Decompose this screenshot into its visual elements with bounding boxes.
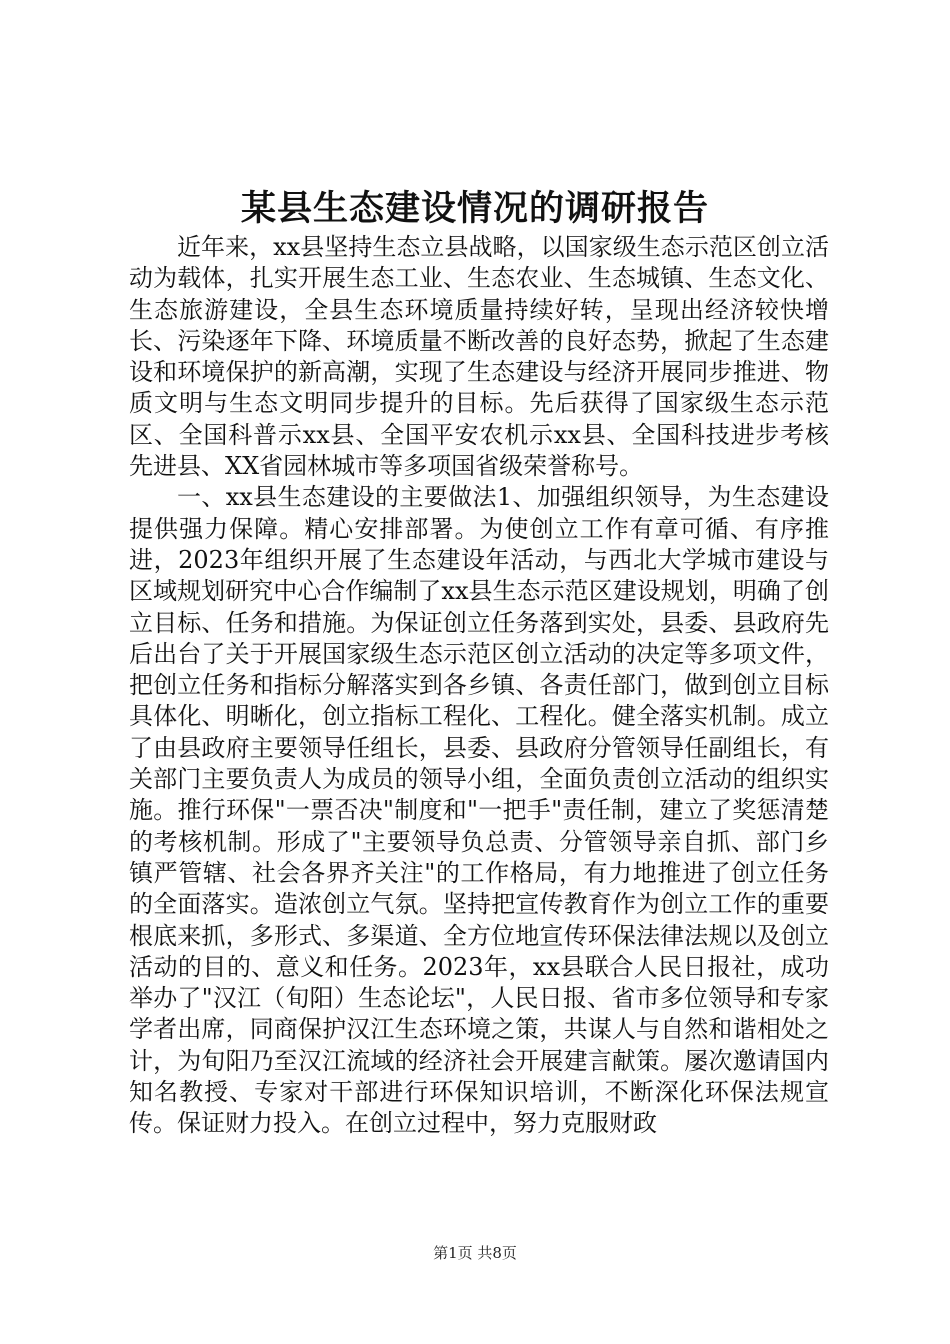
paragraph-intro: 近年来，xx县坚持生态立县战略，以国家级生态示范区创立活动为载体，扎实开展生态工业、生态农业、生态城镇、生态文化、生态旅游建设，全县生态环境质量持续好转，呈现出经济较快增长、污染逐年下降、环境质量不断改善的良好态势，掀起了生态建设和环境保护的新高潮，实现了生态建设与经济开展同步推进、物质文明与生态文明同步提升的目标。先后获得了国家级生态示范区、全国科普示xx县、全国平安农机示xx县、全国科技进步考核先进县、XX省园林城市等多项国省级荣誉称号。 — [129, 233, 829, 481]
document-title: 某县生态建设情况的调研报告 — [240, 188, 709, 229]
page-number-footer: 第1页 共8页 — [433, 1244, 517, 1262]
paragraph-main-practices: 一、xx县生态建设的主要做法1、加强组织领导，为生态建设提供强力保障。精心安排部署。为使创立工作有章可循、有序推进，2023年组织开展了生态建设年活动，与西北大学城市建设与区域规划研究中心合作编制了xx县生态示范区建设规划，明确了创立目标、任务和措施。为保证创立任务落到实处，县委、县政府先后出台了关于开展国家级生态示范区创立活动的决定等多项文件，把创立任务和指标分解落实到各乡镇、各责任部门，做到创立目标具体化、明晰化，创立指标工程化、工程化。健全落实机制。成立了由县政府主要领导任组长，县委、县政府分管领导任副组长，有关部门主要负责人为成员的领导小组，全面负责创立活动的组织实施。推行环保"一票否决"制度和"一把手"责任制，建立了奖惩清楚的考核机制。形成了"主要领导负总责、分管领导亲自抓、部门乡镇严管辖、社会各界齐关注"的工作格局，有力地推进了创立任务的全面落实。造浓创立气氛。坚持把宣传教育作为创立工作的重要根底来抓，多形式、多渠道、全方位地宣传环保法律法规以及创立活动的目的、意义和任务。2023年，xx县联合人民日报社，成功举办了"汉江（旬阳）生态论坛"，人民日报、省市多位领导和专家学者出席，同商保护汉江生态环境之策，共谋人与自然和谐相处之计，为旬阳乃至汉江流域的经济社会开展建言献策。屡次邀请国内知名教授、专家对干部进行环保知识培训，不断深化环保法规宣传。保证财力投入。在创立过程中，努力克服财政 — [129, 483, 829, 1138]
document-body — [129, 232, 829, 1140]
